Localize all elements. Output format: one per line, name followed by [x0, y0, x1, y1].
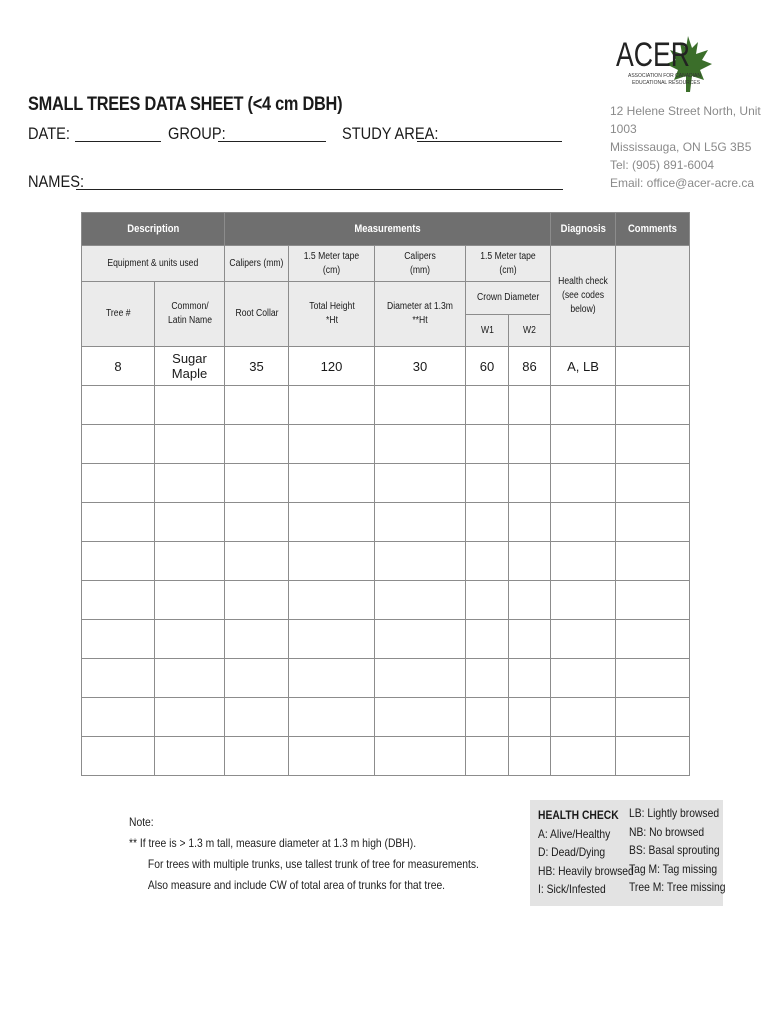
total-height-header: Total Height *Ht [289, 282, 375, 347]
group-label: GROUP: [168, 124, 226, 143]
table-cell[interactable] [375, 503, 466, 542]
study-area-field[interactable] [417, 141, 562, 142]
table-cell[interactable] [509, 659, 551, 698]
table-cell[interactable] [509, 737, 551, 776]
health-code: Tree M: Tree missing [629, 880, 726, 894]
calipers-mm-header-2: Calipers (mm) [375, 246, 466, 282]
address-line-2: 1003 [610, 122, 637, 136]
table-cell[interactable] [225, 542, 289, 581]
table-cell[interactable] [225, 581, 289, 620]
table-cell[interactable]: 120 [289, 347, 375, 386]
note-label: Note: [129, 815, 154, 829]
table-cell[interactable] [616, 698, 690, 737]
table-cell[interactable] [225, 386, 289, 425]
table-cell[interactable] [616, 386, 690, 425]
table-cell[interactable] [82, 737, 155, 776]
table-cell[interactable] [616, 659, 690, 698]
health-check-legend [530, 800, 726, 906]
table-cell[interactable] [375, 464, 466, 503]
table-row [82, 347, 690, 386]
table-cell[interactable] [616, 425, 690, 464]
comments-header [616, 246, 690, 347]
table-cell[interactable] [82, 464, 155, 503]
table-cell[interactable] [466, 503, 509, 542]
table-cell[interactable] [225, 737, 289, 776]
table-cell[interactable] [375, 659, 466, 698]
table-cell[interactable] [551, 581, 616, 620]
table-cell[interactable] [155, 386, 225, 425]
table-row [82, 620, 690, 659]
table-cell[interactable] [155, 620, 225, 659]
table-cell[interactable] [616, 737, 690, 776]
acer-logo-text: ACER [616, 36, 690, 74]
table-cell[interactable] [509, 620, 551, 659]
table-cell[interactable] [225, 503, 289, 542]
health-code: D: Dead/Dying [538, 845, 606, 859]
acer-logo [612, 32, 716, 96]
table-cell[interactable] [155, 737, 225, 776]
table-cell[interactable] [466, 737, 509, 776]
table-cell[interactable] [289, 698, 375, 737]
table-cell[interactable] [551, 464, 616, 503]
table-cell[interactable] [375, 386, 466, 425]
data-sheet-table [81, 212, 690, 776]
band-diagnosis: Diagnosis [551, 213, 616, 246]
table-cell[interactable] [289, 542, 375, 581]
note-block [129, 812, 479, 896]
health-check-title: HEALTH CHECK [538, 808, 619, 822]
table-cell[interactable] [466, 464, 509, 503]
tape-cm-header: 1.5 Meter tape (cm) [289, 246, 375, 282]
band-description: Description [82, 213, 225, 246]
table-cell[interactable]: 30 [375, 347, 466, 386]
table-row [82, 542, 690, 581]
table-cell[interactable] [289, 737, 375, 776]
band-measurements: Measurements [225, 213, 551, 246]
table-row [82, 503, 690, 542]
table-cell[interactable] [225, 698, 289, 737]
table-cell[interactable] [155, 464, 225, 503]
band-comments: Comments [616, 213, 690, 246]
table-cell[interactable] [551, 386, 616, 425]
address-email: Email: office@acer-acre.ca [610, 176, 755, 190]
table-row [82, 698, 690, 737]
common-latin-name-header: Common/ Latin Name [155, 282, 225, 347]
table-cell[interactable] [466, 386, 509, 425]
table-cell[interactable] [509, 698, 551, 737]
table-cell[interactable] [225, 464, 289, 503]
table-cell[interactable] [82, 503, 155, 542]
study-area-label: STUDY AREA: [342, 124, 439, 143]
table-cell[interactable] [616, 464, 690, 503]
table-cell[interactable] [466, 542, 509, 581]
table-cell[interactable] [82, 425, 155, 464]
table-cell[interactable] [375, 698, 466, 737]
table-cell[interactable]: 86 [509, 347, 551, 386]
note-line-1: ** If tree is > 1.3 m tall, measure diameter at 1.3 m high (DBH). [129, 836, 417, 850]
table-cell[interactable] [616, 620, 690, 659]
w1-header: W1 [466, 315, 509, 347]
svg-text:EDUCATIONAL RESOURCES: EDUCATIONAL RESOURCES [632, 80, 701, 86]
table-cell[interactable] [225, 425, 289, 464]
table-cell[interactable]: 60 [466, 347, 509, 386]
health-check-header: Health check (see codes below) [551, 246, 616, 347]
table-cell[interactable] [509, 581, 551, 620]
table-cell[interactable]: Sugar Maple [155, 347, 225, 386]
health-code: Tag M: Tag missing [629, 861, 718, 876]
table-cell[interactable] [551, 425, 616, 464]
table-cell[interactable] [616, 581, 690, 620]
table-cell[interactable] [466, 620, 509, 659]
table-cell[interactable] [509, 464, 551, 503]
table-cell[interactable] [225, 659, 289, 698]
table-cell[interactable] [225, 620, 289, 659]
table-cell[interactable]: 8 [82, 347, 155, 386]
table-cell[interactable] [375, 542, 466, 581]
table-cell[interactable] [289, 386, 375, 425]
crown-diameter-header: Crown Diameter [466, 282, 551, 315]
date-label: DATE: [28, 124, 70, 143]
health-code: A: Alive/Healthy [538, 826, 611, 841]
w2-header: W2 [509, 315, 551, 347]
table-row [82, 581, 690, 620]
health-code: LB: Lightly browsed [629, 806, 720, 820]
table-cell[interactable] [466, 425, 509, 464]
equipment-units-header: Equipment & units used [82, 246, 225, 282]
table-cell[interactable]: 35 [225, 347, 289, 386]
table-cell[interactable] [82, 698, 155, 737]
table-cell[interactable] [375, 620, 466, 659]
table-cell[interactable] [82, 386, 155, 425]
table-cell[interactable] [509, 386, 551, 425]
table-cell[interactable] [155, 659, 225, 698]
table-cell[interactable] [375, 425, 466, 464]
diameter-header: Diameter at 1.3m **Ht [375, 282, 466, 347]
group-field[interactable] [218, 141, 326, 142]
names-field[interactable] [76, 189, 563, 190]
note-line-3: Also measure and include CW of total area of trunks for that tree. [147, 878, 446, 892]
health-code: HB: Heavily browsed [538, 863, 634, 878]
table-cell[interactable] [155, 425, 225, 464]
table-cell[interactable] [155, 503, 225, 542]
table-cell[interactable] [289, 659, 375, 698]
table-row [82, 425, 690, 464]
table-cell[interactable] [289, 620, 375, 659]
table-cell[interactable] [82, 620, 155, 659]
table-cell[interactable] [82, 542, 155, 581]
table-cell[interactable] [466, 581, 509, 620]
address-line-3: Mississauga, ON L5G 3B5 [610, 140, 752, 154]
table-cell[interactable] [155, 542, 225, 581]
tape-cm-header-2: 1.5 Meter tape (cm) [466, 246, 551, 282]
table-cell[interactable] [551, 737, 616, 776]
table-cell[interactable] [466, 659, 509, 698]
table-cell[interactable] [289, 581, 375, 620]
table-cell[interactable] [509, 425, 551, 464]
table-cell[interactable] [375, 737, 466, 776]
table-cell[interactable] [509, 503, 551, 542]
table-row [82, 737, 690, 776]
table-cell[interactable] [375, 581, 466, 620]
health-code: BS: Basal sprouting [629, 843, 720, 857]
table-cell[interactable]: A, LB [551, 347, 616, 386]
table-cell[interactable] [466, 698, 509, 737]
table-row [82, 464, 690, 503]
calipers-mm-header: Calipers (mm) [225, 246, 289, 282]
table-cell[interactable] [551, 620, 616, 659]
table-cell[interactable] [551, 698, 616, 737]
table-cell[interactable] [289, 503, 375, 542]
table-cell[interactable] [155, 581, 225, 620]
svg-text:ASSOCIATION FOR CANADIAN: ASSOCIATION FOR CANADIAN [628, 73, 701, 79]
address-line-1: 12 Helene Street North, Unit [610, 104, 761, 118]
table-cell[interactable] [616, 542, 690, 581]
table-cell[interactable] [82, 581, 155, 620]
table-cell[interactable] [82, 659, 155, 698]
table-cell[interactable] [155, 698, 225, 737]
root-collar-header: Root Collar [225, 282, 289, 347]
table-row [82, 386, 690, 425]
tree-number-header: Tree # [82, 282, 155, 347]
table-cell[interactable] [616, 347, 690, 386]
table-row [82, 659, 690, 698]
table-cell[interactable] [289, 464, 375, 503]
table-cell[interactable] [551, 659, 616, 698]
table-cell[interactable] [509, 542, 551, 581]
address-phone: Tel: (905) 891-6004 [610, 158, 715, 172]
table-cell[interactable] [289, 425, 375, 464]
health-code: NB: No browsed [629, 824, 705, 839]
date-field[interactable] [75, 141, 161, 142]
page-title: SMALL TREES DATA SHEET (<4 cm DBH) [28, 94, 343, 115]
table-cell[interactable] [551, 503, 616, 542]
names-label: NAMES: [28, 172, 85, 191]
note-line-2: For trees with multiple trunks, use tallest trunk of tree for measurements. [147, 857, 479, 871]
table-cell[interactable] [616, 503, 690, 542]
health-code: I: Sick/Infested [538, 882, 606, 896]
table-cell[interactable] [551, 542, 616, 581]
